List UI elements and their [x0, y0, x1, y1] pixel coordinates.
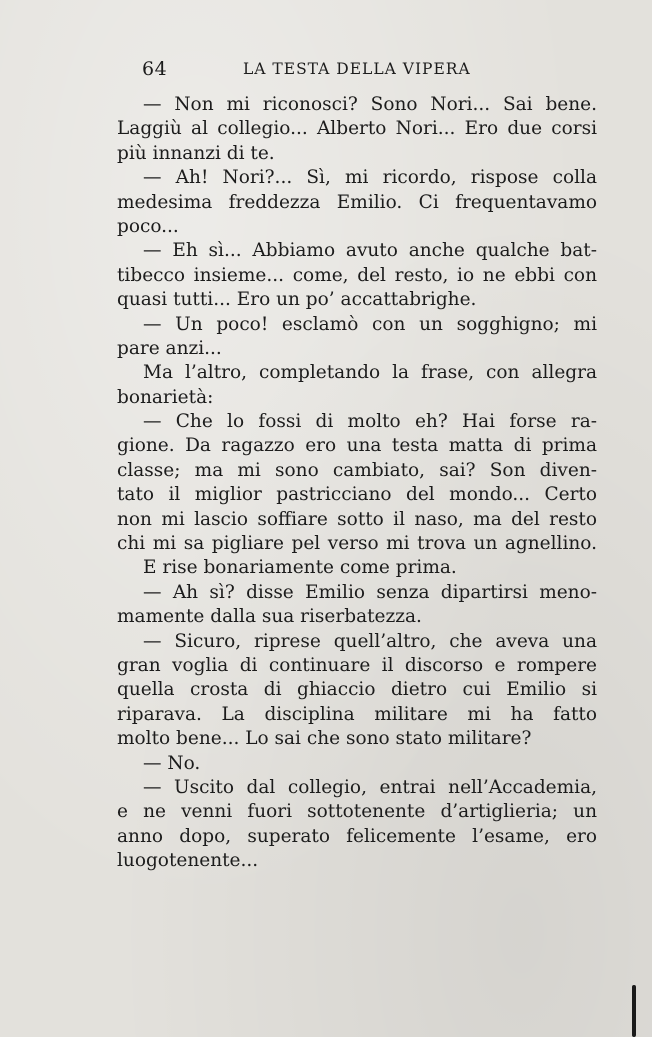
text-line: pare anzi... [117, 337, 222, 359]
text-line: — Uscito dal collegio, entrai nell’Accademia, [143, 776, 597, 798]
text-line: poco... [117, 215, 179, 237]
running-title: LA TESTA DELLA VIPERA [243, 60, 471, 78]
text-line: Laggiù al collegio... Alberto Nori... Ero due corsi [117, 118, 597, 140]
text-line: quella crosta di ghiaccio dietro cui Emilio si [117, 679, 597, 701]
text-line: medesima freddezza Emilio. Ci frequentavamo [117, 191, 597, 213]
text-line: — Sicuro, riprese quell’altro, che aveva una [143, 630, 597, 652]
text-line: luogotenente... [117, 850, 259, 872]
text-line: E rise bonariamente come prima. [143, 557, 457, 579]
text-line: — Non mi riconosci? Sono Nori... Sai bene. [143, 94, 597, 115]
text-line: tibecco insieme... come, del resto, io ne ebbi con [117, 264, 597, 286]
text-line: riparava. La disciplina militare mi ha fatto [117, 703, 597, 725]
text-line: — Eh sì... Abbiamo avuto anche qualche bat- [143, 240, 597, 262]
text-line: anno dopo, superato felicemente l’esame, ero [117, 825, 597, 847]
page-header [142, 58, 482, 84]
text-line: chi mi sa pigliare pel verso mi trova un agnellino. [117, 533, 597, 555]
text-line: — Ah sì? disse Emilio senza dipartirsi meno- [143, 581, 597, 603]
text-line: e ne venni fuori sottotenente d’artiglieria; un [117, 801, 597, 823]
text-line: gran voglia di continuare il discorso e rompere [117, 654, 597, 676]
text-line: gione. Da ragazzo ero una testa matta di prima [117, 435, 597, 457]
text-line: mamente dalla sua riserbatezza. [117, 606, 422, 628]
text-line: — Un poco! esclamò con un sogghigno; mi [143, 313, 597, 335]
body-text [117, 93, 597, 874]
text-line: più innanzi di te. [117, 142, 275, 164]
text-line: — Ah! Nori?... Sì, mi ricordo, rispose colla [143, 167, 597, 189]
text-line: classe; ma mi sono cambiato, sai? Son diven- [117, 459, 597, 481]
text-line: bonarietà: [117, 386, 214, 408]
text-line: non mi lascio soffiare sotto il naso, ma del resto [117, 508, 597, 530]
text-line: molto bene... Lo sai che sono stato militare? [117, 728, 532, 750]
text-line: — No. [143, 752, 201, 774]
text-line: tato il miglior pastricciano del mondo... Certo [117, 484, 597, 506]
text-line: quasi tutti... Ero un po’ accattabrighe. [117, 289, 477, 311]
page-edge-mark [632, 985, 636, 1037]
text-line: — Che lo fossi di molto eh? Hai forse ra- [143, 411, 597, 433]
text-line: Ma l’altro, completando la frase, con allegra [143, 362, 597, 384]
page-number: 64 [142, 58, 168, 80]
